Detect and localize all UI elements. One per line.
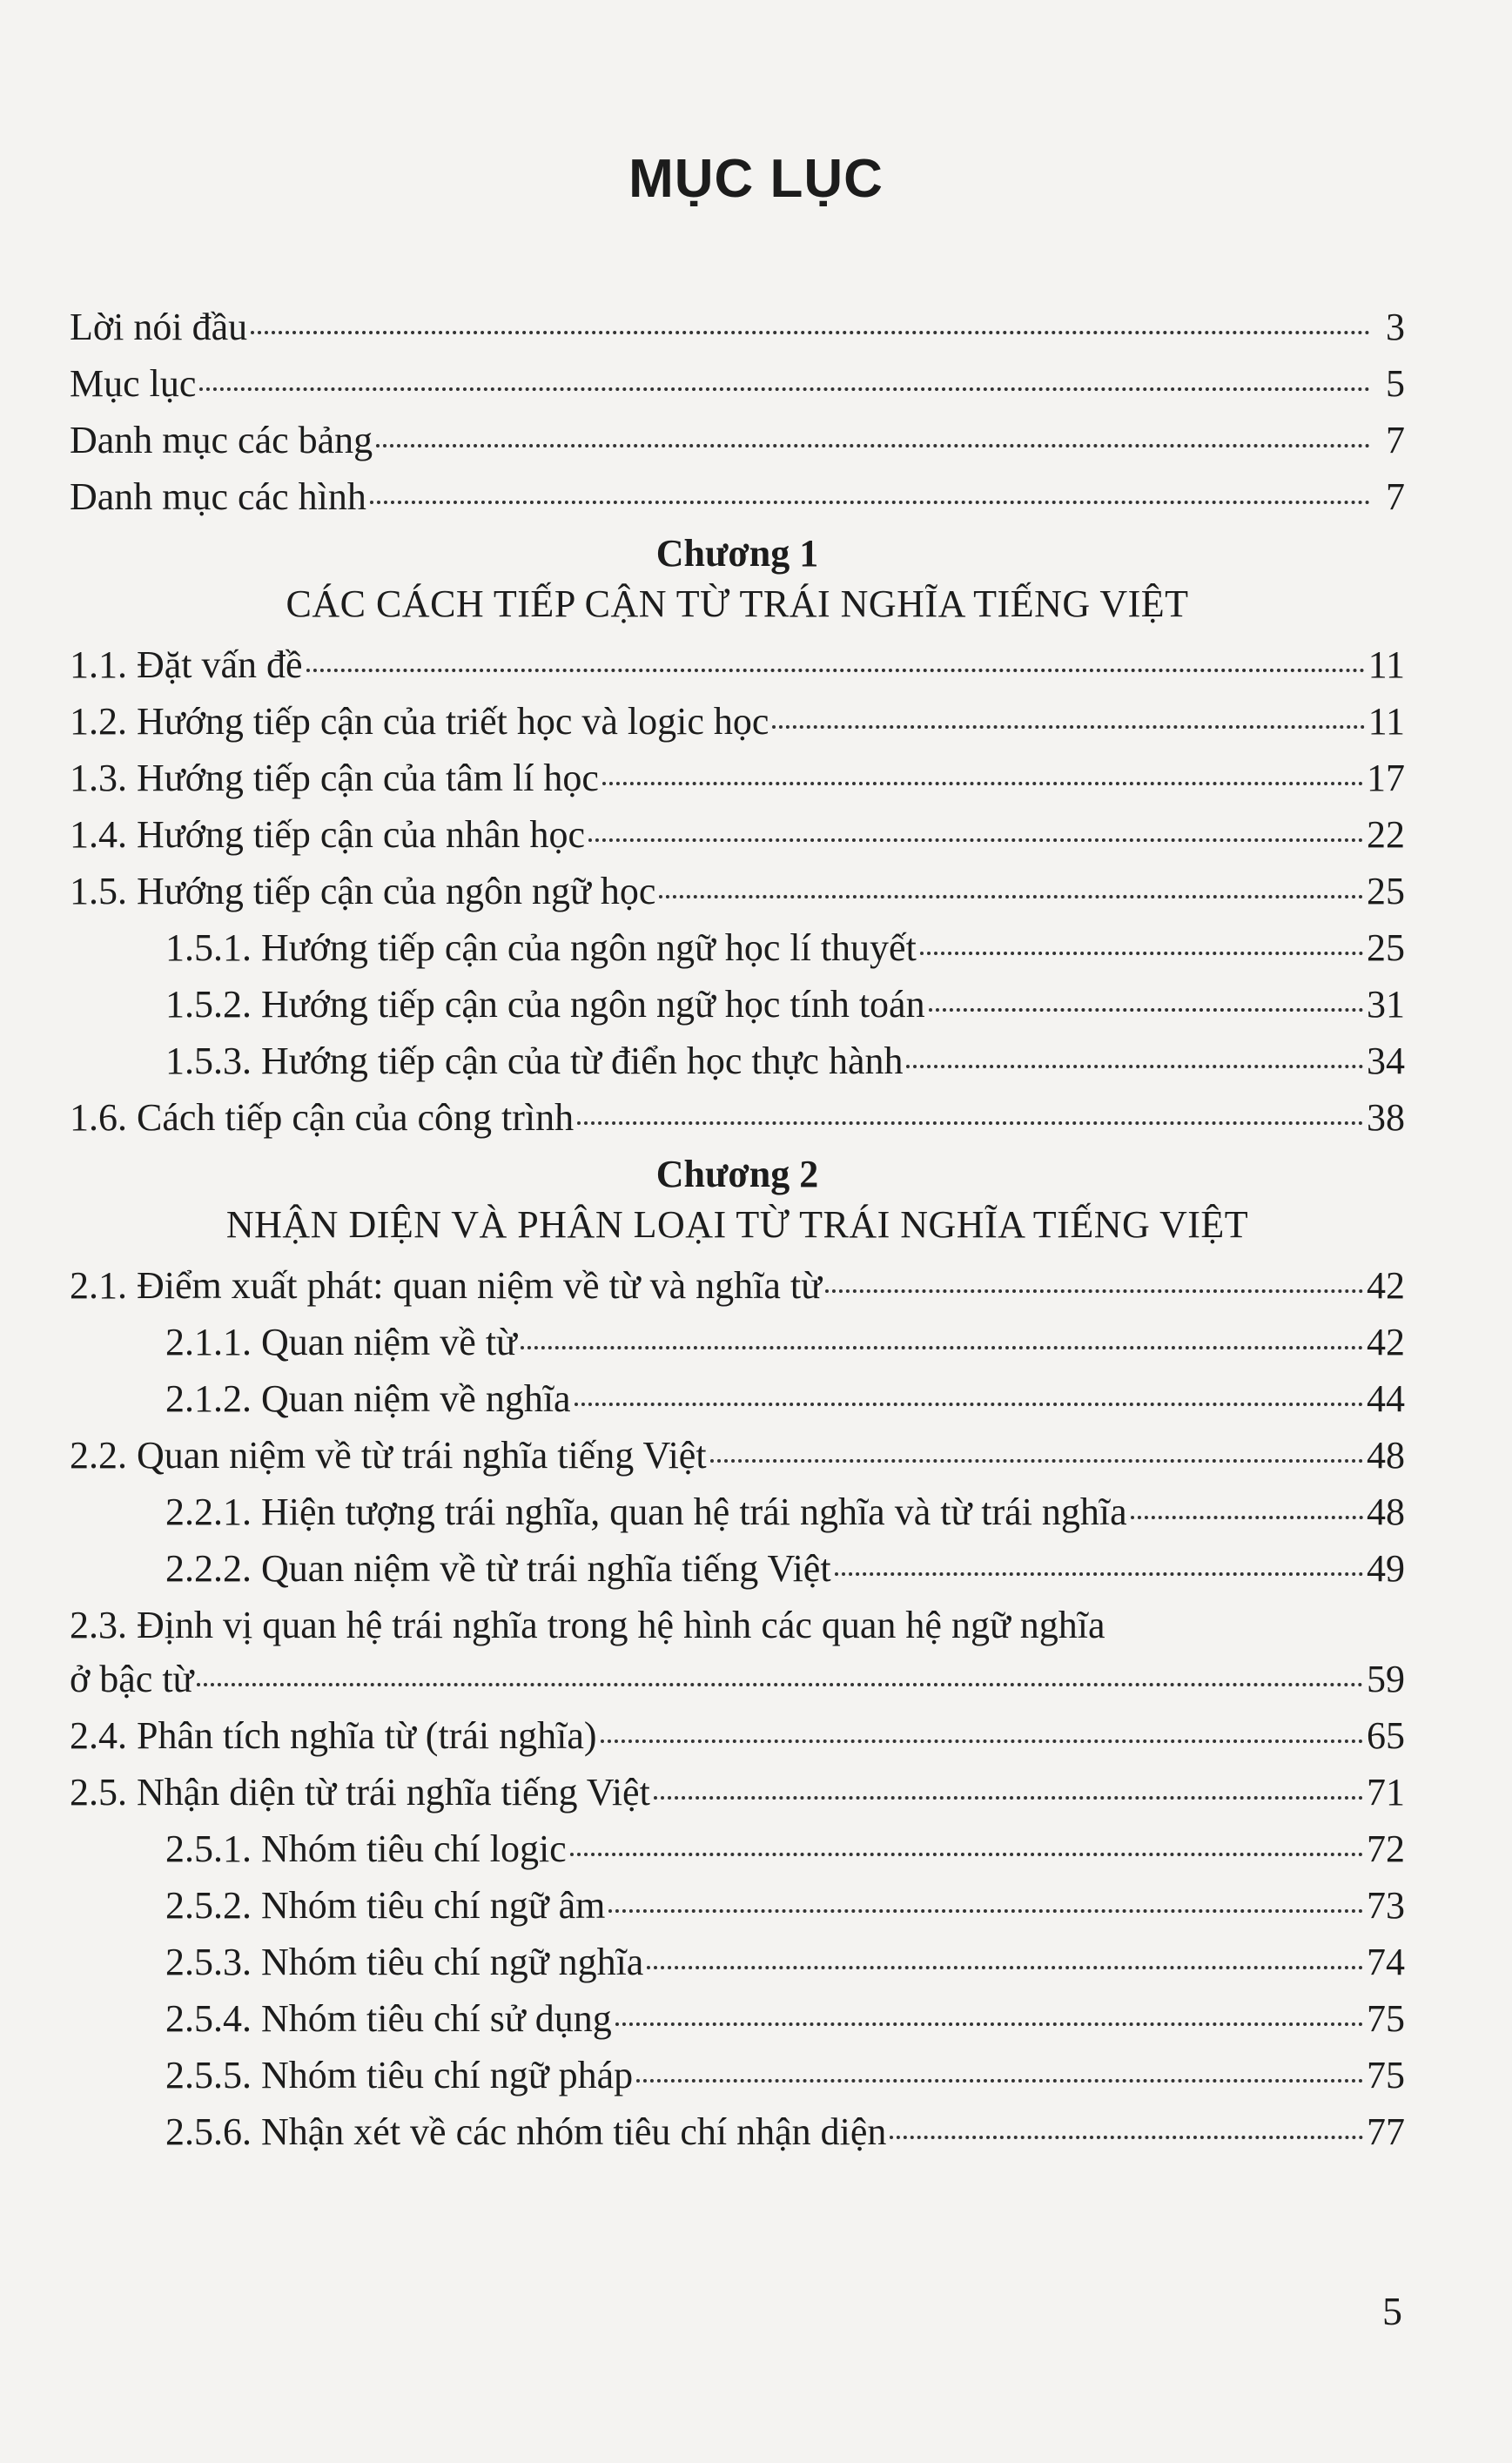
toc-subentry <box>70 1320 1405 1376</box>
toc-entry-page: 31 <box>1367 983 1405 1026</box>
toc-entry-text: 2.1. Điểm xuất phát: quan niệm về từ và nghĩa từ <box>70 1264 822 1307</box>
dot-leader <box>577 1121 1363 1125</box>
toc-subentry <box>70 1039 1405 1095</box>
toc-entry-page: 34 <box>1367 1040 1405 1082</box>
dot-leader <box>906 1065 1363 1068</box>
toc-entry-page: 59 <box>1367 1658 1405 1700</box>
toc-entry-text: ở bậc từ <box>70 1658 194 1700</box>
dot-leader <box>615 2022 1363 2026</box>
toc-entry-page: 11 <box>1368 643 1405 686</box>
toc-entry-text: 2.5. Nhận diện từ trái nghĩa tiếng Việt <box>70 1771 650 1814</box>
dot-leader <box>521 1346 1363 1349</box>
chapter-title: NHẬN DIỆN VÀ PHÂN LOẠI TỪ TRÁI NGHĨA TIẾNG VIỆT <box>225 1203 1249 1246</box>
toc-entry-page: 3 <box>1386 306 1405 348</box>
toc-entry-page: 22 <box>1367 813 1405 856</box>
dot-leader <box>570 1853 1363 1856</box>
dot-leader <box>199 387 1370 391</box>
table-of-contents <box>70 305 1405 2166</box>
toc-subentry <box>70 982 1405 1039</box>
toc-entry-text: 1.6. Cách tiếp cận của công trình <box>70 1096 575 1139</box>
toc-entry-text: 1.5.1. Hướng tiếp cận của ngôn ngữ học lí thuyết <box>165 926 917 969</box>
toc-entry-page: 25 <box>1367 870 1405 912</box>
toc-entry-text: 2.1.2. Quan niệm về nghĩa <box>165 1377 571 1420</box>
toc-entry-page: 71 <box>1367 1771 1405 1814</box>
dot-leader <box>197 1683 1363 1686</box>
toc-entry-continuation <box>70 1657 1405 1713</box>
toc-entry-page: 17 <box>1367 757 1405 799</box>
dot-leader <box>575 1403 1363 1406</box>
toc-subentry <box>70 1883 1405 1940</box>
toc-entry-text: 2.1.1. Quan niệm về từ <box>165 1321 517 1363</box>
toc-entry-text: 2.2. Quan niệm về từ trái nghĩa tiếng Việt <box>70 1434 707 1477</box>
toc-entry-page: 77 <box>1367 2110 1405 2153</box>
dot-leader <box>710 1459 1363 1463</box>
toc-entry-page: 11 <box>1368 700 1405 743</box>
toc-entry-text: Lời nói đầu <box>70 306 248 348</box>
toc-entry <box>70 869 1405 925</box>
toc-entry-page: 73 <box>1367 1884 1405 1927</box>
toc-entry-text: Danh mục các bảng <box>70 419 373 461</box>
toc-entry-text: 1.2. Hướng tiếp cận của triết học và logic học <box>70 700 769 743</box>
toc-entry-text: 1.5.2. Hướng tiếp cận của ngôn ngữ học tính toán <box>165 983 925 1026</box>
toc-subentry <box>70 1490 1405 1546</box>
toc-entry <box>70 699 1405 756</box>
toc-subentry <box>70 925 1405 982</box>
toc-entry-text: 2.5.2. Nhóm tiêu chí ngữ âm <box>165 1884 606 1927</box>
toc-entry <box>70 643 1405 699</box>
toc-entry-page: 42 <box>1367 1321 1405 1363</box>
dot-leader <box>376 444 1370 448</box>
dot-leader <box>588 838 1363 842</box>
page-title: MỤC LỤC <box>628 149 884 209</box>
toc-subentry <box>70 2053 1405 2110</box>
toc-entry-page: 48 <box>1367 1434 1405 1477</box>
toc-entry <box>70 418 1405 474</box>
toc-entry-page: 7 <box>1386 419 1405 461</box>
toc-entry <box>70 1263 1405 1320</box>
toc-entry-page: 49 <box>1367 1547 1405 1590</box>
toc-entry-page: 25 <box>1367 926 1405 969</box>
dot-leader <box>825 1289 1363 1293</box>
dot-leader <box>602 782 1363 785</box>
toc-entry-text: 2.5.1. Nhóm tiêu chí logic <box>165 1827 567 1870</box>
chapter-title: CÁC CÁCH TIẾP CẬN TỪ TRÁI NGHĨA TIẾNG VIỆT <box>286 582 1189 625</box>
dot-leader <box>370 501 1370 504</box>
toc-subentry <box>70 1940 1405 1996</box>
toc-entry <box>70 1433 1405 1490</box>
toc-entry-text: 1.1. Đặt vấn đề <box>70 643 303 686</box>
toc-entry-page: 65 <box>1367 1714 1405 1757</box>
dot-leader <box>890 2136 1363 2139</box>
toc-subentry <box>70 1996 1405 2053</box>
dot-leader <box>608 1909 1363 1913</box>
toc-entry-page: 74 <box>1367 1941 1405 1983</box>
dot-leader <box>835 1572 1363 1576</box>
toc-subentry <box>70 2110 1405 2166</box>
toc-subentry <box>70 1546 1405 1603</box>
dot-leader <box>306 669 1365 672</box>
toc-entry <box>70 812 1405 869</box>
page-number: 5 <box>1382 2289 1402 2333</box>
toc-entry-text: 2.5.3. Nhóm tiêu chí ngữ nghĩa <box>165 1941 644 1983</box>
toc-entry-text: Mục lục <box>70 362 197 405</box>
toc-entry-text: 2.5.4. Nhóm tiêu chí sử dụng <box>165 1997 612 2040</box>
toc-entry-text: 1.5.3. Hướng tiếp cận của từ điển học thực hành <box>165 1040 904 1082</box>
toc-entry-page: 75 <box>1367 2054 1405 2096</box>
toc-entry-first-line: 2.3. Định vị quan hệ trái nghĩa trong hệ hình các quan hệ ngữ nghĩa <box>70 1604 1105 1646</box>
toc-entry-page: 72 <box>1367 1827 1405 1870</box>
chapter-label: Chương 1 <box>655 532 819 575</box>
dot-leader <box>659 895 1363 898</box>
toc-entry <box>70 361 1405 418</box>
dot-leader <box>1131 1516 1363 1519</box>
toc-entry <box>70 474 1405 531</box>
dot-leader <box>920 952 1363 955</box>
toc-entry-text: 2.5.5. Nhóm tiêu chí ngữ pháp <box>165 2054 634 2096</box>
toc-entry-page: 5 <box>1386 362 1405 405</box>
toc-entry <box>70 305 1405 361</box>
toc-entry-text: Danh mục các hình <box>70 475 366 518</box>
toc-entry-text: 1.5. Hướng tiếp cận của ngôn ngữ học <box>70 870 656 912</box>
toc-entry-text: 1.3. Hướng tiếp cận của tâm lí học <box>70 757 599 799</box>
toc-entry-page: 48 <box>1367 1491 1405 1533</box>
toc-entry-text: 2.4. Phân tích nghĩa từ (trái nghĩa) <box>70 1714 597 1757</box>
toc-entry <box>70 1713 1405 1770</box>
toc-entry-text: 2.2.1. Hiện tượng trái nghĩa, quan hệ trái nghĩa và từ trái nghĩa <box>165 1491 1127 1533</box>
dot-leader <box>251 331 1370 334</box>
chapter-label: Chương 2 <box>655 1153 819 1195</box>
dot-leader <box>929 1008 1363 1012</box>
dot-leader <box>647 1966 1363 1969</box>
toc-entry-page: 42 <box>1367 1264 1405 1307</box>
toc-entry-text: 1.4. Hướng tiếp cận của nhân học <box>70 813 586 856</box>
toc-entry-text: 2.2.2. Quan niệm về từ trái nghĩa tiếng Việt <box>165 1547 831 1590</box>
toc-entry-text: 2.5.6. Nhận xét về các nhóm tiêu chí nhận diện <box>165 2110 887 2153</box>
dot-leader <box>601 1740 1364 1743</box>
toc-entry <box>70 1770 1405 1827</box>
toc-entry-page: 7 <box>1386 475 1405 518</box>
toc-entry <box>70 756 1405 812</box>
toc-subentry <box>70 1827 1405 1883</box>
dot-leader <box>772 725 1364 729</box>
dot-leader <box>636 2079 1363 2083</box>
toc-subentry <box>70 1376 1405 1433</box>
toc-entry-page: 38 <box>1367 1096 1405 1139</box>
dot-leader <box>654 1796 1363 1800</box>
toc-entry <box>70 1095 1405 1152</box>
toc-entry-page: 75 <box>1367 1997 1405 2040</box>
toc-entry-page: 44 <box>1367 1377 1405 1420</box>
